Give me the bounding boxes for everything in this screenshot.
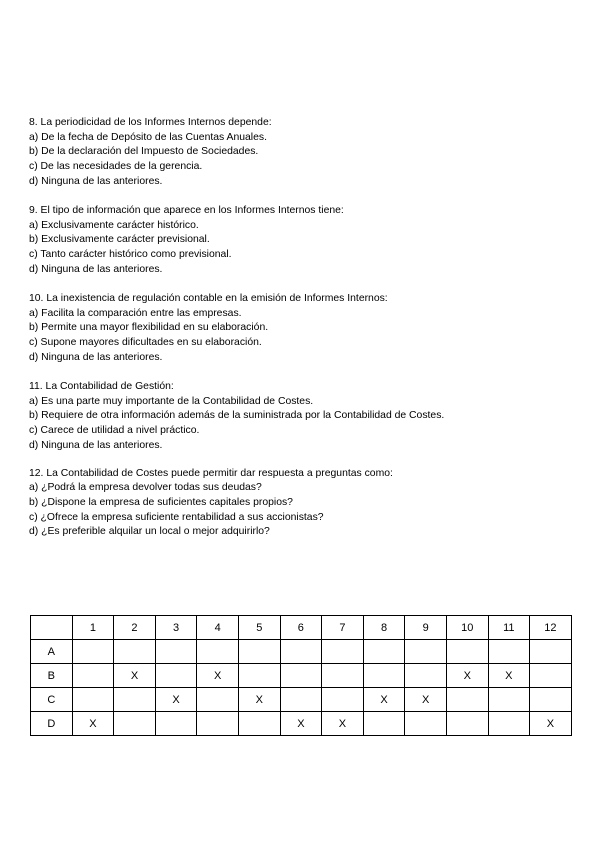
answer-cell xyxy=(446,688,488,712)
answer-cell xyxy=(322,664,364,688)
question-text: 12. La Contabilidad de Costes puede permitir dar respuesta a preguntas como: xyxy=(29,467,393,479)
column-header: 10 xyxy=(446,616,488,640)
answer-cell xyxy=(322,640,364,664)
option-a: a) Facilita la comparación entre las empresas. xyxy=(29,307,242,319)
option-b: b) De la declaración del Impuesto de Sociedades. xyxy=(29,146,259,158)
question-text: 9. El tipo de información que aparece en los Informes Internos tiene: xyxy=(29,205,344,217)
answer-cell xyxy=(155,640,197,664)
question-text: 10. La inexistencia de regulación contable en la emisión de Informes Internos: xyxy=(29,293,388,305)
option-a: a) De la fecha de Depósito de las Cuentas Anuales. xyxy=(29,131,267,143)
answer-cell: X xyxy=(405,688,447,712)
column-header: 4 xyxy=(197,616,239,640)
option-d: d) Ninguna de las anteriores. xyxy=(29,351,163,363)
answer-cell xyxy=(405,712,447,736)
option-d: d) ¿Es preferible alquilar un local o mejor adquirirlo? xyxy=(29,526,270,538)
column-header: 8 xyxy=(363,616,405,640)
answer-cell: X xyxy=(114,664,156,688)
answer-cell: X xyxy=(72,712,114,736)
answer-cell xyxy=(488,688,530,712)
option-d: d) Ninguna de las anteriores. xyxy=(29,263,163,275)
answer-cell: X xyxy=(197,664,239,688)
column-header: 1 xyxy=(72,616,114,640)
answer-cell xyxy=(280,664,322,688)
answer-cell xyxy=(530,664,572,688)
option-d: d) Ninguna de las anteriores. xyxy=(29,439,163,451)
answer-cell xyxy=(197,688,239,712)
answer-cell xyxy=(405,664,447,688)
option-c: c) Supone mayores dificultades en su elaboración. xyxy=(29,337,262,349)
question-10 xyxy=(29,292,449,366)
table-row xyxy=(31,688,572,712)
option-c: c) Tanto carácter histórico como previsional. xyxy=(29,249,232,261)
question-text: 8. La periodicidad de los Informes Internos depende: xyxy=(29,117,272,128)
row-label: C xyxy=(31,688,73,712)
table-row xyxy=(31,664,572,688)
answer-cell: X xyxy=(446,664,488,688)
answer-cell: X xyxy=(363,688,405,712)
answer-cell xyxy=(238,640,280,664)
answer-cell xyxy=(238,712,280,736)
corner-cell xyxy=(31,616,73,640)
question-11 xyxy=(29,380,449,454)
row-label: D xyxy=(31,712,73,736)
option-a: a) Exclusivamente carácter histórico. xyxy=(29,219,199,231)
table-row xyxy=(31,640,572,664)
answer-cell xyxy=(488,712,530,736)
answer-cell xyxy=(530,640,572,664)
table-row xyxy=(31,712,572,736)
answer-cell: X xyxy=(488,664,530,688)
question-9 xyxy=(29,204,449,278)
answer-cell xyxy=(114,688,156,712)
column-header: 6 xyxy=(280,616,322,640)
answer-cell xyxy=(322,688,364,712)
row-label: A xyxy=(31,640,73,664)
answer-cell xyxy=(488,640,530,664)
answer-cell xyxy=(446,640,488,664)
column-header: 7 xyxy=(322,616,364,640)
answer-cell: X xyxy=(238,688,280,712)
answer-cell: X xyxy=(530,712,572,736)
option-c: c) Carece de utilidad a nivel práctico. xyxy=(29,425,200,437)
question-8 xyxy=(29,116,449,190)
answer-cell xyxy=(363,712,405,736)
answer-cell xyxy=(530,688,572,712)
option-c: c) De las necesidades de la gerencia. xyxy=(29,161,203,173)
questions-list xyxy=(29,116,449,555)
column-header: 12 xyxy=(530,616,572,640)
row-label: B xyxy=(31,664,73,688)
answer-cell xyxy=(155,712,197,736)
answer-cell: X xyxy=(280,712,322,736)
column-header: 11 xyxy=(488,616,530,640)
answer-cell xyxy=(363,664,405,688)
option-c: c) ¿Ofrece la empresa suficiente rentabilidad a sus accionistas? xyxy=(29,511,324,523)
answer-cell xyxy=(280,640,322,664)
answer-cell xyxy=(280,688,322,712)
answer-cell xyxy=(405,640,447,664)
answer-cell xyxy=(72,664,114,688)
answer-cell xyxy=(114,712,156,736)
column-header: 9 xyxy=(405,616,447,640)
answer-cell xyxy=(197,640,239,664)
option-b: b) Exclusivamente carácter previsional. xyxy=(29,234,210,246)
option-a: a) ¿Podrá la empresa devolver todas sus deudas? xyxy=(29,482,262,494)
answer-grid xyxy=(30,615,572,736)
column-header: 2 xyxy=(114,616,156,640)
answer-cell xyxy=(114,640,156,664)
option-a: a) Es una parte muy importante de la Contabilidad de Costes. xyxy=(29,395,314,407)
option-b: b) Permite una mayor flexibilidad en su elaboración. xyxy=(29,322,269,334)
answer-cell xyxy=(363,640,405,664)
answer-cell xyxy=(446,712,488,736)
option-b: b) ¿Dispone la empresa de suficientes capitales propios? xyxy=(29,496,293,508)
question-text: 11. La Contabilidad de Gestión: xyxy=(29,381,174,393)
answer-cell xyxy=(72,640,114,664)
option-b: b) Requiere de otra información además de la suministrada por la Contabilidad de Costes. xyxy=(29,410,445,422)
answer-cell: X xyxy=(322,712,364,736)
column-header: 5 xyxy=(238,616,280,640)
answer-cell xyxy=(155,664,197,688)
question-12 xyxy=(29,467,449,541)
answer-cell xyxy=(197,712,239,736)
answer-grid-header xyxy=(31,616,572,640)
answer-cell xyxy=(72,688,114,712)
option-d: d) Ninguna de las anteriores. xyxy=(29,175,163,187)
answer-cell xyxy=(238,664,280,688)
column-header: 3 xyxy=(155,616,197,640)
answer-cell: X xyxy=(155,688,197,712)
